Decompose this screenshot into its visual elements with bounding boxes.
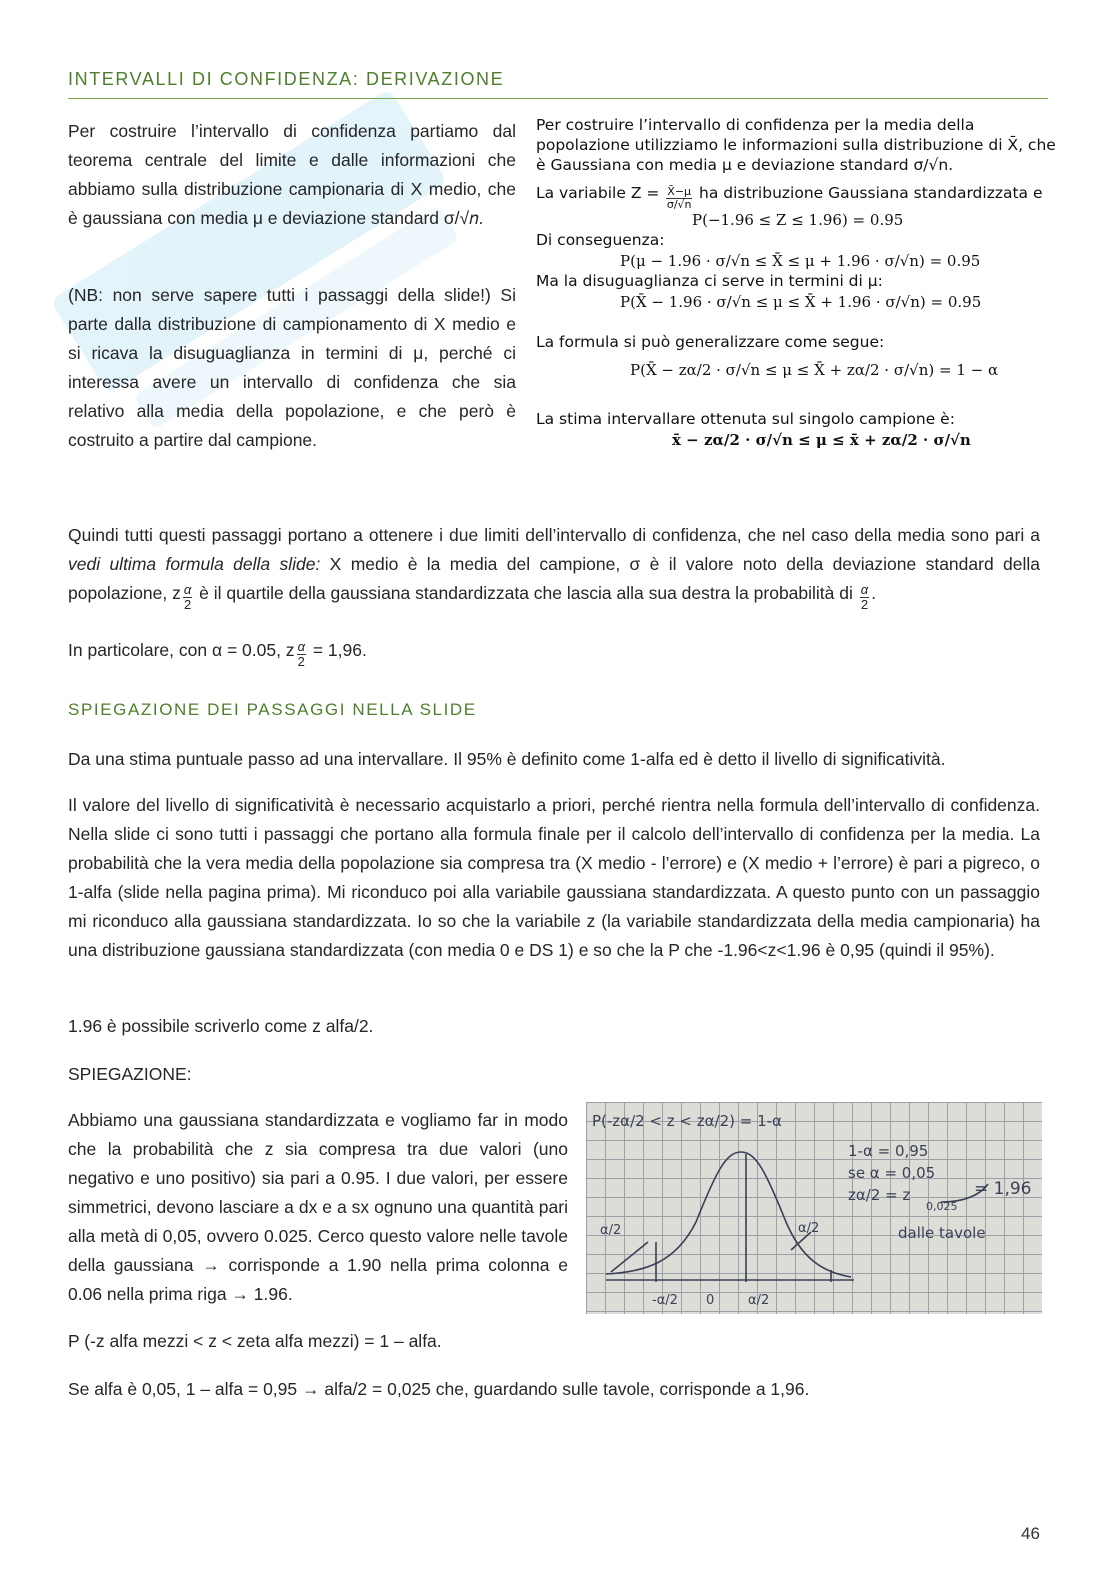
slide-equation: P(X̄ − zα/2 · σ/√n ≤ μ ≤ X̄ + zα/2 · σ/√n) = 1 − α xyxy=(630,361,999,379)
slide-line: Ma la disuguaglianza ci serve in termini di μ: xyxy=(536,272,883,290)
subsection-heading: SPIEGAZIONE DEI PASSAGGI NELLA SLIDE xyxy=(68,700,477,719)
fraction-denominator: 2 xyxy=(183,597,192,612)
paragraph-example-alpha xyxy=(68,636,1040,669)
slide-line: popolazione utilizziamo le informazioni sulla distribuzione di X̄, che xyxy=(536,136,1056,154)
paragraph-confidence-limits xyxy=(68,521,1040,612)
handwritten-notes-photo xyxy=(586,1102,1042,1314)
right-tail-label: α/2 xyxy=(798,1221,820,1236)
handwritten-drawing xyxy=(586,1102,1042,1314)
paragraph-alpha-example: Se alfa è 0,05, 1 – alfa = 0,95 → alfa/2 = 0,025 che, guardando sulle tavole, corrisponde a 1,96. xyxy=(68,1379,810,1399)
intro-paragraph-1: Per costruire l’intervallo di confidenza partiamo dal teorema centrale del limite e dalle informazioni che abbiamo sulla distribuzione campionaria di X medio, che è gaussiana con media μ e deviazione standard σ/√𝑛. xyxy=(68,121,516,228)
slide-image xyxy=(532,112,1056,462)
left-tail-label: α/2 xyxy=(600,1223,622,1238)
text-span: X medio è la media del campione, σ è il valore noto della deviazione standard della popolazione, z xyxy=(68,554,1041,603)
paragraph-probability-formula: P (-z alfa mezzi < z < zeta alfa mezzi) = 1 – alfa. xyxy=(68,1331,442,1351)
paragraph-significance: Il valore del livello di significatività è necessario acquistarlo a priori, perché rientra nella formula dell’intervallo di confidenza. Nella slide ci sono tutti i passaggi che portano alla formula finale per il calcolo dell’intervallo di confidenza per la media. La probabilità che la vera media della popolazione sia compresa tra (X medio - l’errore) e (X medio + l’errore) è pari a pigreco, o 1-alfa (slide nella pagina prima). Mi riconduco poi alla variabile gaussiana standardizzata. A questo punto con un passaggio mi riconduco alla gaussiana standardizzata. Io so che la variabile z (la variabile standardizzata della media campionaria) ha una distribuzione gaussiana standardizzata (con media 0 e DS 1) e so che la P che -1.96<z<1.96 è 0,95 (quindi il 95%). xyxy=(68,795,1040,960)
italic-text: vedi ultima formula della slide: xyxy=(68,554,321,574)
text-span: In particolare, con α = 0.05, z xyxy=(68,640,295,660)
z-denominator: σ/√n xyxy=(666,198,692,211)
slide-equation: x̄ − zα/2 · σ/√n ≤ μ ≤ x̄ + zα/2 · σ/√n xyxy=(672,431,971,449)
paragraph-gaussian-explanation: Abbiamo una gaussiana standardizzata e vogliamo far in modo che la probabilità che z sia compresa tra due valori (uno negativo e uno positivo) sia pari a 0.95. I due valori, per essere simmetrici, devono lasciare a dx e a sx ognuno una quantità pari alla metà di 0,05, ovvero 0.025. Cerco questo valore nelle tavole della gaussiana → corrisponde a 1.90 nella prima colonna e 0.06 nella prima riga → 1.96. xyxy=(68,1110,568,1304)
slide-equation: P(X̄ − 1.96 · σ/√n ≤ μ ≤ X̄ + 1.96 · σ/√n) = 0.95 xyxy=(620,293,982,311)
slide-line: La formula si può generalizzare come segue: xyxy=(536,333,885,351)
x-label-positive: α/2 xyxy=(748,1293,770,1308)
alpha-half-fraction xyxy=(860,583,869,612)
hand-line-2: se α = 0,05 xyxy=(848,1164,936,1182)
hand-formula: P(-zα/2 < z < zα/2) = 1-α xyxy=(592,1112,782,1130)
slide-line: La stima intervallare ottenuta sul singolo campione è: xyxy=(536,410,955,428)
paragraph-point-estimate: Da una stima puntuale passo ad una intervallare. Il 95% è definito come 1-alfa ed è detto il livello di significatività. xyxy=(68,749,946,769)
slide-equation: P(μ − 1.96 · σ/√n ≤ X̄ ≤ μ + 1.96 · σ/√n) = 0.95 xyxy=(620,252,981,270)
paragraph-196: 1.96 è possibile scriverlo come z alfa/2. xyxy=(68,1016,374,1036)
slide-line: Di conseguenza: xyxy=(536,231,665,249)
paragraph-spiegazione-label: SPIEGAZIONE: xyxy=(68,1064,192,1084)
x-label-negative: -α/2 xyxy=(652,1293,678,1308)
hand-note: dalle tavole xyxy=(898,1224,986,1242)
text-span: è il quartile della gaussiana standardizzata che lascia alla sua destra la probabilità di xyxy=(194,583,858,603)
gaussian-curve xyxy=(606,1152,851,1277)
x-label-zero: 0 xyxy=(706,1293,715,1308)
text-span: . xyxy=(871,583,877,603)
section-heading: INTERVALLI DI CONFIDENZA: DERIVAZIONE xyxy=(68,69,505,89)
hand-line-3: zα/2 = z xyxy=(848,1186,911,1204)
slide-line: Per costruire l’intervallo di confidenza per la media della xyxy=(536,116,975,134)
z-numerator: X̄−μ xyxy=(667,185,692,198)
z-fraction xyxy=(666,186,692,211)
page-number: 46 xyxy=(1021,1524,1040,1543)
alpha-half-fraction xyxy=(297,640,306,669)
hand-subscript: 0,025 xyxy=(926,1200,958,1213)
hand-line-1: 1-α = 0,95 xyxy=(848,1142,929,1160)
slide-line xyxy=(536,184,1043,211)
text-span: = 1,96. xyxy=(307,640,367,660)
hand-value: = 1,96 xyxy=(974,1179,1032,1199)
slide-text: La variabile Z = xyxy=(536,184,660,202)
fraction-denominator: 2 xyxy=(860,597,869,612)
slide-line: è Gaussiana con media μ e deviazione standard σ/√n. xyxy=(536,156,954,174)
fraction-numerator: α xyxy=(297,639,305,654)
heading-divider xyxy=(68,98,1048,99)
fraction-numerator: α xyxy=(860,582,869,597)
left-tail-arrow xyxy=(611,1242,648,1272)
alpha-half-fraction xyxy=(183,583,192,612)
fraction-numerator: α xyxy=(183,582,192,597)
slide-text: ha distribuzione Gaussiana standardizzata e xyxy=(699,184,1043,202)
slide-equation: P(−1.96 ≤ Z ≤ 1.96) = 0.95 xyxy=(692,211,904,229)
intro-paragraph-2: (NB: non serve sapere tutti i passaggi della slide!) Si parte dalla distribuzione di campionamento di X medio e si ricava la disuguaglianza in termini di μ, perché ci interessa avere un intervallo di confidenza che sia relativo alla media della popolazione, e che però è costruito a partire dal campione. xyxy=(68,285,516,450)
fraction-denominator: 2 xyxy=(297,654,305,669)
text-span: Quindi tutti questi passaggi portano a ottenere i due limiti dell’intervallo di confidenza, che nel caso della media sono pari a xyxy=(68,525,1040,545)
